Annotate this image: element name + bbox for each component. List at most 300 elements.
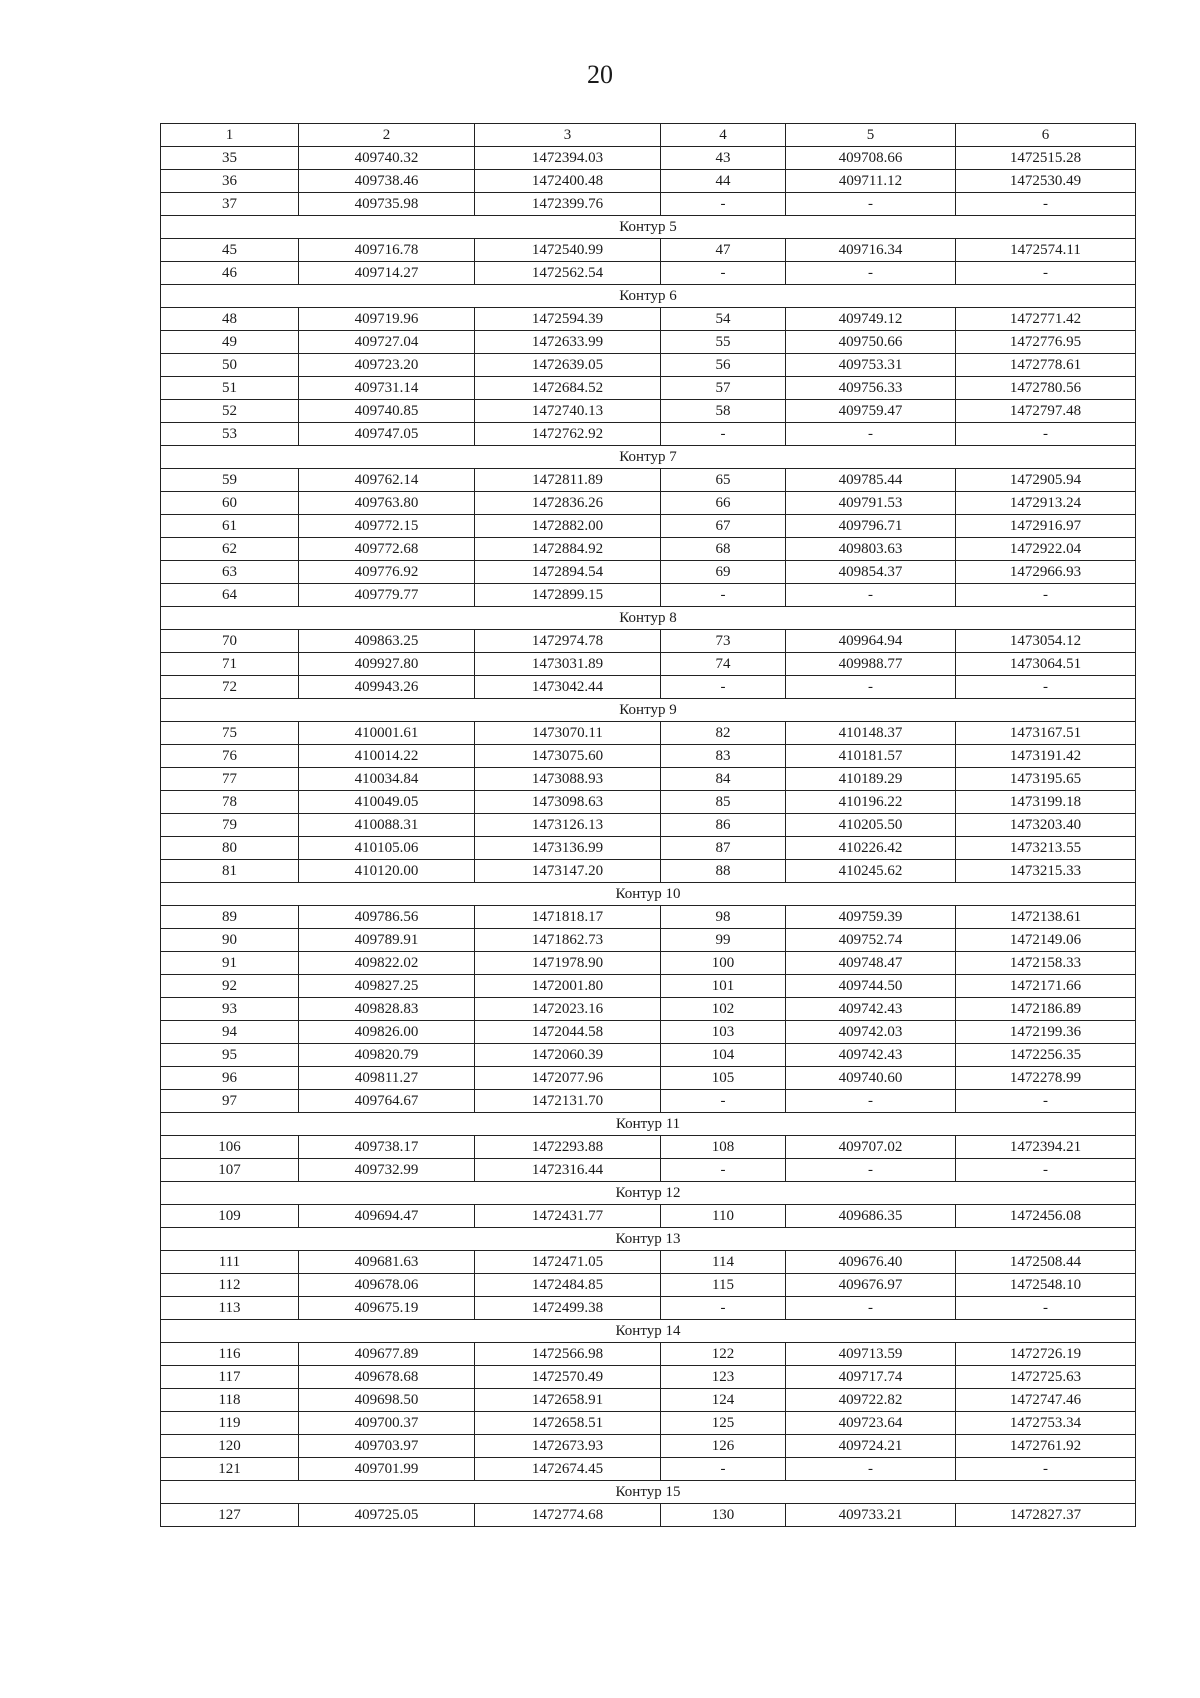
table-cell: 409676.97 <box>786 1274 956 1297</box>
table-cell: 1473147.20 <box>475 860 661 883</box>
table-cell: 1472778.61 <box>956 354 1136 377</box>
table-cell: 116 <box>161 1343 299 1366</box>
page-number: 20 <box>587 60 613 89</box>
table-row <box>161 1366 1136 1389</box>
table-cell: 51 <box>161 377 299 400</box>
table-cell: 56 <box>661 354 786 377</box>
table-row <box>161 814 1136 837</box>
table-cell: 112 <box>161 1274 299 1297</box>
table-cell: 1472974.78 <box>475 630 661 653</box>
table-row <box>161 1251 1136 1274</box>
table-cell: 409863.25 <box>299 630 475 653</box>
header-cell: 6 <box>956 124 1136 147</box>
table-cell: - <box>661 676 786 699</box>
table-cell: 1473167.51 <box>956 722 1136 745</box>
table-cell: - <box>786 1090 956 1113</box>
table-cell: 63 <box>161 561 299 584</box>
table-cell: 104 <box>661 1044 786 1067</box>
table-cell: 79 <box>161 814 299 837</box>
table-cell: 84 <box>661 768 786 791</box>
table-cell: 50 <box>161 354 299 377</box>
table-cell: 409678.68 <box>299 1366 475 1389</box>
table-cell: 409752.74 <box>786 929 956 952</box>
table-cell: 1472725.63 <box>956 1366 1136 1389</box>
table-cell: 1472922.04 <box>956 538 1136 561</box>
table-cell: 410088.31 <box>299 814 475 837</box>
table-cell: 409828.83 <box>299 998 475 1021</box>
table-cell: 409742.03 <box>786 1021 956 1044</box>
table-cell: 60 <box>161 492 299 515</box>
table-cell: 1472673.93 <box>475 1435 661 1458</box>
table-cell: 119 <box>161 1412 299 1435</box>
table-cell: 85 <box>661 791 786 814</box>
table-cell: 80 <box>161 837 299 860</box>
table-cell: 409686.35 <box>786 1205 956 1228</box>
table-cell: 78 <box>161 791 299 814</box>
table-cell: 1472394.03 <box>475 147 661 170</box>
table-cell: 1473199.18 <box>956 791 1136 814</box>
table-cell: 409742.43 <box>786 1044 956 1067</box>
header-cell: 3 <box>475 124 661 147</box>
table-row <box>161 1389 1136 1412</box>
table-cell: 123 <box>661 1366 786 1389</box>
table-row <box>161 1136 1136 1159</box>
table-cell: 1472674.45 <box>475 1458 661 1481</box>
table-cell: 1472966.93 <box>956 561 1136 584</box>
table-cell: 97 <box>161 1090 299 1113</box>
table-cell: 1472530.49 <box>956 170 1136 193</box>
table-row <box>161 1067 1136 1090</box>
table-cell: 1472023.16 <box>475 998 661 1021</box>
table-cell: 117 <box>161 1366 299 1389</box>
table-cell: 1472797.48 <box>956 400 1136 423</box>
table-cell: 49 <box>161 331 299 354</box>
table-row <box>161 492 1136 515</box>
table-cell: 106 <box>161 1136 299 1159</box>
table-cell: 124 <box>661 1389 786 1412</box>
table-cell: 1472508.44 <box>956 1251 1136 1274</box>
table-cell: 48 <box>161 308 299 331</box>
table-cell: 409731.14 <box>299 377 475 400</box>
table-cell: 36 <box>161 170 299 193</box>
table-cell: 409764.67 <box>299 1090 475 1113</box>
table-cell: 53 <box>161 423 299 446</box>
table-cell: 64 <box>161 584 299 607</box>
header-cell: 1 <box>161 124 299 147</box>
contour-header-row <box>161 1320 1136 1343</box>
table-cell: 409713.59 <box>786 1343 956 1366</box>
table-cell: 1472256.35 <box>956 1044 1136 1067</box>
table-cell: 62 <box>161 538 299 561</box>
table-cell: 1472780.56 <box>956 377 1136 400</box>
table-cell: 86 <box>661 814 786 837</box>
table-cell: 83 <box>661 745 786 768</box>
table-cell: 1473136.99 <box>475 837 661 860</box>
table-row <box>161 538 1136 561</box>
table-cell: 102 <box>661 998 786 1021</box>
table-cell: 410105.06 <box>299 837 475 860</box>
table-cell: - <box>786 1458 956 1481</box>
table-cell: 409964.94 <box>786 630 956 653</box>
table-row <box>161 308 1136 331</box>
table-cell: 115 <box>661 1274 786 1297</box>
table-cell: 409854.37 <box>786 561 956 584</box>
table-row <box>161 377 1136 400</box>
table-cell: 409675.19 <box>299 1297 475 1320</box>
table-cell: 409791.53 <box>786 492 956 515</box>
table-cell: 73 <box>661 630 786 653</box>
table-cell: 1473203.40 <box>956 814 1136 837</box>
table-cell: - <box>661 584 786 607</box>
table-cell: 409779.77 <box>299 584 475 607</box>
table-cell: 1472456.08 <box>956 1205 1136 1228</box>
table-cell: 71 <box>161 653 299 676</box>
table-row <box>161 170 1136 193</box>
table-cell: 409740.85 <box>299 400 475 423</box>
table-cell: 72 <box>161 676 299 699</box>
contour-title: Контур 7 <box>161 446 1136 469</box>
table-cell: 66 <box>661 492 786 515</box>
table-cell: 92 <box>161 975 299 998</box>
table-cell: 409681.63 <box>299 1251 475 1274</box>
table-cell: - <box>956 676 1136 699</box>
table-row <box>161 952 1136 975</box>
table-cell: 1472762.92 <box>475 423 661 446</box>
table-cell: 1472594.39 <box>475 308 661 331</box>
table-cell: 409740.32 <box>299 147 475 170</box>
table-cell: 1472570.49 <box>475 1366 661 1389</box>
table-cell: 1473070.11 <box>475 722 661 745</box>
table-row <box>161 423 1136 446</box>
table-cell: 409756.33 <box>786 377 956 400</box>
table-cell: 410049.05 <box>299 791 475 814</box>
table-cell: 409772.15 <box>299 515 475 538</box>
table-row <box>161 1205 1136 1228</box>
table-cell: 409822.02 <box>299 952 475 975</box>
table-cell: 1473075.60 <box>475 745 661 768</box>
table-cell: 409711.12 <box>786 170 956 193</box>
contour-title: Контур 13 <box>161 1228 1136 1251</box>
table-cell: 409723.64 <box>786 1412 956 1435</box>
table-row <box>161 1458 1136 1481</box>
table-cell: 91 <box>161 952 299 975</box>
contour-title: Контур 10 <box>161 883 1136 906</box>
table-row <box>161 1504 1136 1527</box>
table-cell: 105 <box>661 1067 786 1090</box>
table-cell: 1472400.48 <box>475 170 661 193</box>
table-cell: - <box>661 262 786 285</box>
table-cell: 409732.99 <box>299 1159 475 1182</box>
table-cell: - <box>956 1159 1136 1182</box>
table-cell: 54 <box>661 308 786 331</box>
table-cell: 1472316.44 <box>475 1159 661 1182</box>
table-cell: 1472394.21 <box>956 1136 1136 1159</box>
table-cell: 409776.92 <box>299 561 475 584</box>
table-cell: 410120.00 <box>299 860 475 883</box>
table-row <box>161 515 1136 538</box>
table-cell: 410205.50 <box>786 814 956 837</box>
table-cell: 409927.80 <box>299 653 475 676</box>
table-cell: 1471818.17 <box>475 906 661 929</box>
table-cell: 96 <box>161 1067 299 1090</box>
table-cell: 67 <box>661 515 786 538</box>
table-cell: - <box>661 423 786 446</box>
table-cell: - <box>661 1297 786 1320</box>
coordinates-table-body <box>161 124 1136 1527</box>
table-cell: - <box>786 584 956 607</box>
table-cell: 101 <box>661 975 786 998</box>
table-cell: 1472827.37 <box>956 1504 1136 1527</box>
table-cell: 1472882.00 <box>475 515 661 538</box>
table-cell: 409772.68 <box>299 538 475 561</box>
table-row <box>161 400 1136 423</box>
table-cell: 130 <box>661 1504 786 1527</box>
table-cell: 1473031.89 <box>475 653 661 676</box>
table-row <box>161 630 1136 653</box>
table-cell: 100 <box>661 952 786 975</box>
table-cell: 65 <box>661 469 786 492</box>
table-cell: - <box>786 1159 956 1182</box>
table-row <box>161 193 1136 216</box>
table-cell: 409678.06 <box>299 1274 475 1297</box>
table-cell: 409943.26 <box>299 676 475 699</box>
table-row <box>161 676 1136 699</box>
table-cell: 1472471.05 <box>475 1251 661 1274</box>
table-cell: 75 <box>161 722 299 745</box>
contour-header-row <box>161 285 1136 308</box>
table-row <box>161 998 1136 1021</box>
table-cell: 1472199.36 <box>956 1021 1136 1044</box>
table-cell: 1472515.28 <box>956 147 1136 170</box>
table-cell: 110 <box>661 1205 786 1228</box>
table-cell: 1472540.99 <box>475 239 661 262</box>
table-row <box>161 1343 1136 1366</box>
table-cell: 409740.60 <box>786 1067 956 1090</box>
table-cell: 89 <box>161 906 299 929</box>
table-cell: 69 <box>661 561 786 584</box>
table-cell: 93 <box>161 998 299 1021</box>
table-cell: 1472836.26 <box>475 492 661 515</box>
table-cell: 47 <box>661 239 786 262</box>
table-cell: 409826.00 <box>299 1021 475 1044</box>
table-cell: 1472293.88 <box>475 1136 661 1159</box>
header-cell: 2 <box>299 124 475 147</box>
table-cell: 409753.31 <box>786 354 956 377</box>
table-row <box>161 791 1136 814</box>
table-row <box>161 1274 1136 1297</box>
table-cell: 108 <box>661 1136 786 1159</box>
table-cell: 95 <box>161 1044 299 1067</box>
table-cell: 409677.89 <box>299 1343 475 1366</box>
table-cell: 1472574.11 <box>956 239 1136 262</box>
table-cell: 409748.47 <box>786 952 956 975</box>
table-cell: 1472811.89 <box>475 469 661 492</box>
table-cell: 1472747.46 <box>956 1389 1136 1412</box>
table-row <box>161 768 1136 791</box>
table-cell: 410034.84 <box>299 768 475 791</box>
table-cell: 409716.34 <box>786 239 956 262</box>
table-cell: 409700.37 <box>299 1412 475 1435</box>
table-cell: 1472884.92 <box>475 538 661 561</box>
table-cell: 409750.66 <box>786 331 956 354</box>
table-cell: - <box>661 193 786 216</box>
table-cell: 409749.12 <box>786 308 956 331</box>
table-row <box>161 561 1136 584</box>
table-cell: 1473195.65 <box>956 768 1136 791</box>
table-cell: 409701.99 <box>299 1458 475 1481</box>
table-cell: 1472566.98 <box>475 1343 661 1366</box>
table-row <box>161 975 1136 998</box>
contour-header-row <box>161 699 1136 722</box>
table-cell: 81 <box>161 860 299 883</box>
table-cell: - <box>956 262 1136 285</box>
table-cell: - <box>786 1297 956 1320</box>
table-cell: 1472149.06 <box>956 929 1136 952</box>
table-cell: 109 <box>161 1205 299 1228</box>
table-cell: 1471978.90 <box>475 952 661 975</box>
header-cell: 5 <box>786 124 956 147</box>
contour-header-row <box>161 1113 1136 1136</box>
table-cell: 82 <box>661 722 786 745</box>
table-cell: 122 <box>661 1343 786 1366</box>
table-row <box>161 1159 1136 1182</box>
table-cell: 409708.66 <box>786 147 956 170</box>
table-cell: 409796.71 <box>786 515 956 538</box>
table-cell: 107 <box>161 1159 299 1182</box>
table-cell: 1472684.52 <box>475 377 661 400</box>
table-cell: 45 <box>161 239 299 262</box>
coordinates-table <box>160 123 1136 1527</box>
contour-title: Контур 8 <box>161 607 1136 630</box>
table-cell: 409716.78 <box>299 239 475 262</box>
contour-header-row <box>161 446 1136 469</box>
contour-title: Контур 12 <box>161 1182 1136 1205</box>
table-cell: 409714.27 <box>299 262 475 285</box>
table-row <box>161 1090 1136 1113</box>
table-cell: 409759.47 <box>786 400 956 423</box>
table-cell: 74 <box>661 653 786 676</box>
table-cell: 70 <box>161 630 299 653</box>
table-cell: 1472740.13 <box>475 400 661 423</box>
table-cell: 94 <box>161 1021 299 1044</box>
table-cell: 37 <box>161 193 299 216</box>
table-cell: 1472633.99 <box>475 331 661 354</box>
table-cell: 99 <box>661 929 786 952</box>
table-cell: 409733.21 <box>786 1504 956 1527</box>
table-cell: 409785.44 <box>786 469 956 492</box>
table-cell: 46 <box>161 262 299 285</box>
contour-title: Контур 14 <box>161 1320 1136 1343</box>
table-row <box>161 929 1136 952</box>
table-cell: 111 <box>161 1251 299 1274</box>
contour-header-row <box>161 607 1136 630</box>
table-cell: 409789.91 <box>299 929 475 952</box>
table-cell: - <box>956 423 1136 446</box>
table-cell: 1473088.93 <box>475 768 661 791</box>
contour-title: Контур 9 <box>161 699 1136 722</box>
contour-header-row <box>161 216 1136 239</box>
table-cell: 52 <box>161 400 299 423</box>
table-cell: 409811.27 <box>299 1067 475 1090</box>
table-cell: 55 <box>661 331 786 354</box>
table-cell: - <box>786 262 956 285</box>
table-cell: 43 <box>661 147 786 170</box>
table-cell: 1472131.70 <box>475 1090 661 1113</box>
table-row <box>161 837 1136 860</box>
table-row <box>161 1412 1136 1435</box>
table-cell: 1473098.63 <box>475 791 661 814</box>
table-cell: 1472077.96 <box>475 1067 661 1090</box>
table-row <box>161 722 1136 745</box>
table-cell: 35 <box>161 147 299 170</box>
table-cell: 103 <box>661 1021 786 1044</box>
table-cell: 409724.21 <box>786 1435 956 1458</box>
table-cell: 1472658.51 <box>475 1412 661 1435</box>
table-cell: 1472431.77 <box>475 1205 661 1228</box>
table-row <box>161 331 1136 354</box>
table-cell: 1472138.61 <box>956 906 1136 929</box>
table-cell: 90 <box>161 929 299 952</box>
table-cell: 409723.20 <box>299 354 475 377</box>
table-cell: 98 <box>661 906 786 929</box>
table-cell: 409827.25 <box>299 975 475 998</box>
table-cell: 1472044.58 <box>475 1021 661 1044</box>
table-cell: - <box>956 1090 1136 1113</box>
table-cell: 409763.80 <box>299 492 475 515</box>
table-row <box>161 354 1136 377</box>
table-cell: 126 <box>661 1435 786 1458</box>
table-cell: 1472562.54 <box>475 262 661 285</box>
table-header-row <box>161 124 1136 147</box>
table-cell: 409698.50 <box>299 1389 475 1412</box>
table-cell: 409717.74 <box>786 1366 956 1389</box>
table-cell: 76 <box>161 745 299 768</box>
table-cell: 409803.63 <box>786 538 956 561</box>
table-cell: 410226.42 <box>786 837 956 860</box>
table-cell: 410148.37 <box>786 722 956 745</box>
table-cell: 409762.14 <box>299 469 475 492</box>
contour-header-row <box>161 1182 1136 1205</box>
table-cell: 409744.50 <box>786 975 956 998</box>
table-row <box>161 1021 1136 1044</box>
table-cell: 68 <box>661 538 786 561</box>
table-cell: 1472776.95 <box>956 331 1136 354</box>
table-cell: 1472278.99 <box>956 1067 1136 1090</box>
table-cell: 1473126.13 <box>475 814 661 837</box>
contour-title: Контур 15 <box>161 1481 1136 1504</box>
table-row <box>161 262 1136 285</box>
table-cell: - <box>786 193 956 216</box>
table-cell: 1472913.24 <box>956 492 1136 515</box>
table-cell: 77 <box>161 768 299 791</box>
table-cell: 127 <box>161 1504 299 1527</box>
table-cell: 1472916.97 <box>956 515 1136 538</box>
table-cell: 410196.22 <box>786 791 956 814</box>
table-cell: 125 <box>661 1412 786 1435</box>
table-cell: 409786.56 <box>299 906 475 929</box>
table-cell: 88 <box>661 860 786 883</box>
table-cell: 409694.47 <box>299 1205 475 1228</box>
table-cell: 1472001.80 <box>475 975 661 998</box>
table-cell: 1473054.12 <box>956 630 1136 653</box>
header-cell: 4 <box>661 124 786 147</box>
table-cell: 1472753.34 <box>956 1412 1136 1435</box>
table-row <box>161 906 1136 929</box>
table-cell: 1472639.05 <box>475 354 661 377</box>
table-row <box>161 860 1136 883</box>
table-cell: - <box>661 1159 786 1182</box>
table-row <box>161 239 1136 262</box>
